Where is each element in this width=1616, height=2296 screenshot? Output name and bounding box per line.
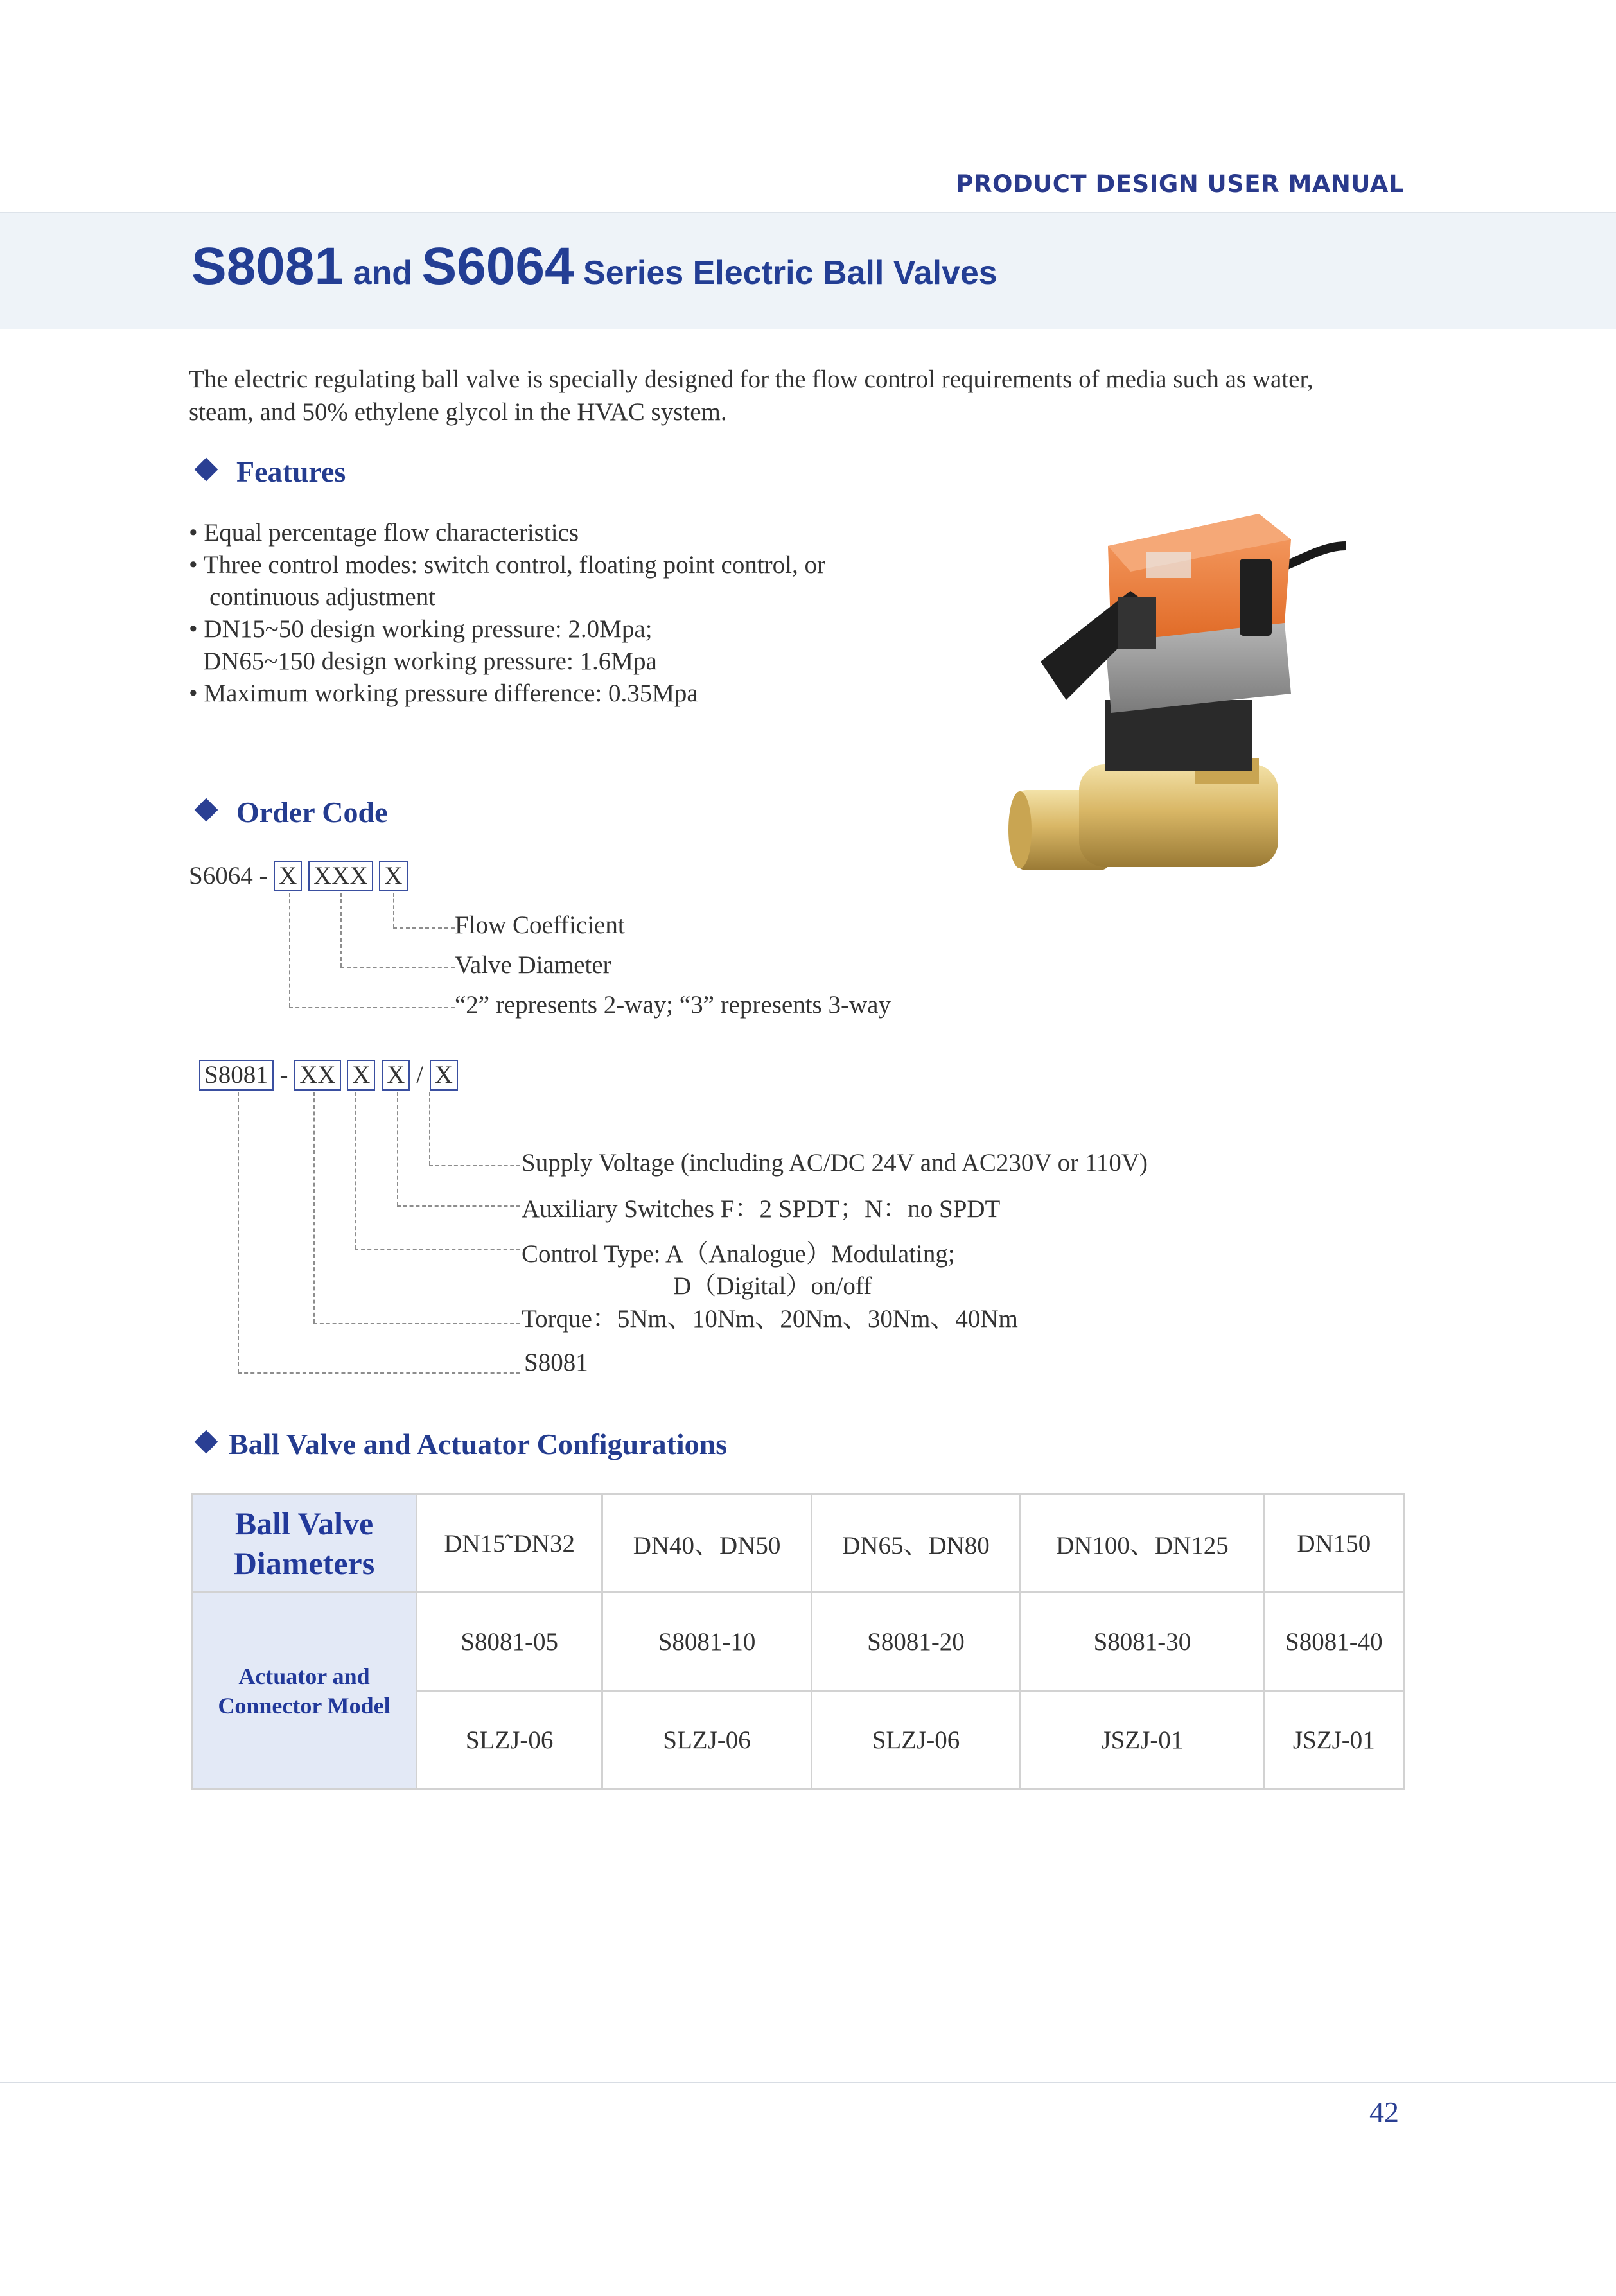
diamond-bullet-icon — [195, 458, 218, 482]
code-dash: - — [279, 1061, 288, 1089]
s8081-label: S8081 — [524, 1349, 588, 1376]
table-cell: S8081-40 — [1264, 1593, 1403, 1691]
feature-line: • Three control modes: switch control, floating point control, or — [189, 551, 825, 579]
leader-line — [397, 1205, 520, 1207]
table-cell: DN100、DN125 — [1021, 1494, 1265, 1593]
torque-label: Torque：5Nm、10Nm、20Nm、30Nm、40Nm — [522, 1305, 1018, 1333]
config-heading: Ball Valve and Actuator Configurations — [198, 1427, 727, 1461]
leader-line — [313, 1323, 520, 1324]
config-table — [191, 1493, 1405, 1790]
s8081-code — [199, 1060, 458, 1091]
diamond-bullet-icon — [195, 798, 218, 822]
s6064-prefix: S6064 - — [189, 862, 268, 889]
table-cell: DN40、DN50 — [602, 1494, 811, 1593]
leader-line — [355, 1249, 520, 1250]
intro-paragraph: The electric regulating ball valve is specially designed for the flow control requirements of media such as water, steam, and 50% ethylene glycol in the HVAC system. — [189, 365, 1313, 426]
way-type-label: “2” represents 2-way; “3” represents 3-way — [455, 991, 891, 1019]
order-code-heading: Order Code — [198, 795, 388, 829]
leader-line — [340, 893, 342, 967]
table-row — [192, 1494, 1404, 1593]
table-cell: JSZJ-01 — [1021, 1691, 1265, 1789]
leader-line — [289, 893, 290, 1007]
table-cell: S8081-05 — [417, 1593, 602, 1691]
title-model-2: S6064 — [421, 237, 574, 295]
code-box: X — [379, 861, 407, 891]
leader-line — [429, 1165, 520, 1166]
supply-voltage-label: Supply Voltage (including AC/DC 24V and AC230V or 110V) — [522, 1149, 1148, 1177]
features-heading: Features — [198, 455, 346, 489]
code-box: XXX — [308, 861, 373, 891]
table-cell: S8081-20 — [811, 1593, 1020, 1691]
page-number: 42 — [1369, 2096, 1399, 2128]
row-header-actuator: Actuator and Connector Model — [192, 1593, 417, 1789]
table-row — [192, 1593, 1404, 1691]
feature-line: • Equal percentage flow characteristics — [189, 519, 579, 547]
leader-line — [238, 1092, 239, 1372]
row-header-diameters: Ball Valve Diameters — [192, 1494, 417, 1593]
table-cell: DN65、DN80 — [811, 1494, 1020, 1593]
leader-line — [429, 1092, 430, 1165]
table-cell: SLZJ-06 — [417, 1691, 602, 1789]
valve-diameter-label: Valve Diameter — [455, 951, 611, 979]
leader-line — [355, 1092, 356, 1249]
features-list — [189, 517, 992, 710]
control-type-label: Control Type: A（Analogue）Modulating; — [522, 1240, 955, 1268]
page-title — [191, 236, 997, 297]
s6064-code — [189, 861, 408, 891]
table-cell: S8081-30 — [1021, 1593, 1265, 1691]
leader-line — [393, 893, 394, 927]
code-box: XX — [294, 1060, 340, 1091]
flow-coefficient-label: Flow Coefficient — [455, 911, 625, 939]
code-box: X — [382, 1060, 410, 1091]
table-cell: SLZJ-06 — [602, 1691, 811, 1789]
title-and: and — [344, 254, 422, 292]
leader-line — [238, 1372, 520, 1374]
feature-line: continuous adjustment — [209, 583, 436, 611]
table-cell: S8081-10 — [602, 1593, 811, 1691]
title-rest: Series Electric Ball Valves — [574, 254, 997, 292]
feature-line: DN65~150 design working pressure: 1.6Mpa — [203, 647, 657, 675]
code-slash: / — [416, 1061, 423, 1089]
leader-line — [313, 1092, 315, 1323]
diamond-bullet-icon — [195, 1430, 218, 1454]
code-box: X — [274, 861, 302, 891]
code-box: X — [347, 1060, 375, 1091]
table-cell: SLZJ-06 — [811, 1691, 1020, 1789]
leader-line — [393, 927, 455, 929]
leader-line — [397, 1092, 398, 1205]
leader-line — [289, 1007, 455, 1008]
table-cell: JSZJ-01 — [1264, 1691, 1403, 1789]
code-box: X — [430, 1060, 458, 1091]
feature-line: • Maximum working pressure difference: 0.35Mpa — [189, 679, 698, 707]
ball-valve-actuator-image — [1002, 507, 1362, 880]
auxiliary-switches-label: Auxiliary Switches F：2 SPDT；N：no SPDT — [522, 1195, 1001, 1223]
title-model-1: S8081 — [191, 237, 344, 295]
table-cell: DN150 — [1264, 1494, 1403, 1593]
manual-header: PRODUCT DESIGN USER MANUAL — [956, 170, 1404, 198]
feature-line: • DN15~50 design working pressure: 2.0Mpa; — [189, 615, 653, 643]
leader-line — [340, 967, 455, 968]
table-cell: DN15˜DN32 — [417, 1494, 602, 1593]
control-type-digital-label: D（Digital）on/off — [673, 1272, 872, 1300]
code-box: S8081 — [199, 1060, 274, 1091]
footer-divider — [0, 2082, 1616, 2083]
